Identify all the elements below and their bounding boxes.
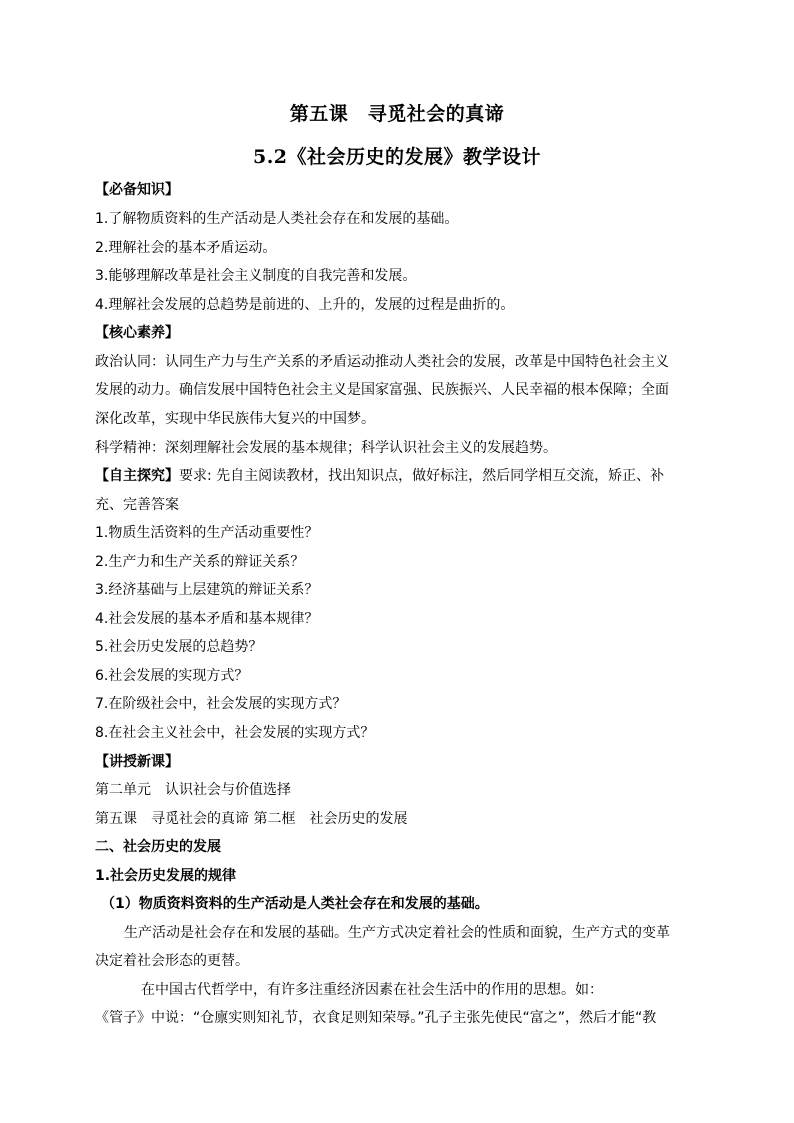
heading-lecture: 【讲授新课】 bbox=[95, 754, 179, 770]
lecture-subpoint: （1）物质资料资料的生产活动是人类社会存在和发展的基础。 bbox=[101, 896, 489, 912]
heading-knowledge: 【必备知识】 bbox=[95, 182, 179, 198]
explore-requirement: 要求: 先自主阅读教材，找出知识点，做好标注，然后同学相互交流，矫正、补 bbox=[179, 468, 665, 484]
knowledge-item: 2.理解社会的基本矛盾运动。 bbox=[95, 240, 277, 256]
lecture-paragraph: 决定着社会形态的更替。 bbox=[95, 953, 249, 969]
lecture-point: 1.社会历史发展的规律 bbox=[95, 868, 237, 884]
lecture-part: 二、社会历史的发展 bbox=[95, 839, 221, 855]
explore-intro bbox=[95, 467, 705, 485]
explore-question: 2.生产力和生产关系的辩证关系？ bbox=[95, 554, 305, 570]
explore-requirement-cont: 充、完善答案 bbox=[95, 497, 179, 513]
lecture-lesson: 第五课 寻觅社会的真谛 第二框 社会历史的发展 bbox=[95, 811, 408, 827]
heading-explore: 【自主探究】 bbox=[95, 468, 179, 484]
literacy-line: 科学精神：深刻理解社会发展的基本规律；科学认识社会主义的发展趋势。 bbox=[95, 440, 557, 456]
literacy-line: 政治认同：认同生产力与生产关系的矛盾运动推动人类社会的发展，改革是中国特色社会主义 bbox=[95, 354, 669, 370]
document-subtitle: 5.2《社会历史的发展》教学设计 bbox=[252, 146, 542, 168]
lecture-paragraph: 生产活动是社会存在和发展的基础。生产方式决定着社会的性质和面貌，生产方式的变革 bbox=[124, 925, 670, 941]
explore-question: 3.经济基础与上层建筑的辩证关系？ bbox=[95, 582, 319, 598]
explore-question: 1.物质生活资料的生产活动重要性？ bbox=[95, 525, 319, 541]
heading-literacy: 【核心素养】 bbox=[95, 325, 179, 341]
lecture-unit: 第二单元 认识社会与价值选择 bbox=[95, 782, 291, 798]
knowledge-item: 3.能够理解改革是社会主义制度的自我完善和发展。 bbox=[95, 268, 417, 284]
literacy-line: 发展的动力。确信发展中国特色社会主义是国家富强、民族振兴、人民幸福的根本保障；全面 bbox=[95, 382, 669, 398]
literacy-line: 深化改革，实现中华民族伟大复兴的中国梦。 bbox=[95, 411, 375, 427]
explore-question: 8.在社会主义社会中，社会发展的实现方式？ bbox=[95, 725, 375, 741]
document-title: 第五课 寻觅社会的真谛 bbox=[289, 103, 505, 125]
explore-question: 4.社会发展的基本矛盾和基本规律？ bbox=[95, 611, 319, 627]
lecture-paragraph: 《管子》中说：“仓廪实则知礼节，衣食足则知荣辱。”孔子主张先使民“富之”，然后才能“教 bbox=[95, 1010, 657, 1026]
explore-question: 6.社会发展的实现方式？ bbox=[95, 668, 249, 684]
explore-question: 5.社会历史发展的总趋势？ bbox=[95, 639, 263, 655]
lecture-paragraph: 在中国古代哲学中，有许多注重经济因素在社会生活中的作用的思想。如： bbox=[141, 982, 603, 998]
knowledge-item: 4.理解社会发展的总趋势是前进的、上升的，发展的过程是曲折的。 bbox=[95, 297, 515, 313]
knowledge-item: 1.了解物质资料的生产活动是人类社会存在和发展的基础。 bbox=[95, 211, 459, 227]
explore-question: 7.在阶级社会中，社会发展的实现方式？ bbox=[95, 696, 347, 712]
